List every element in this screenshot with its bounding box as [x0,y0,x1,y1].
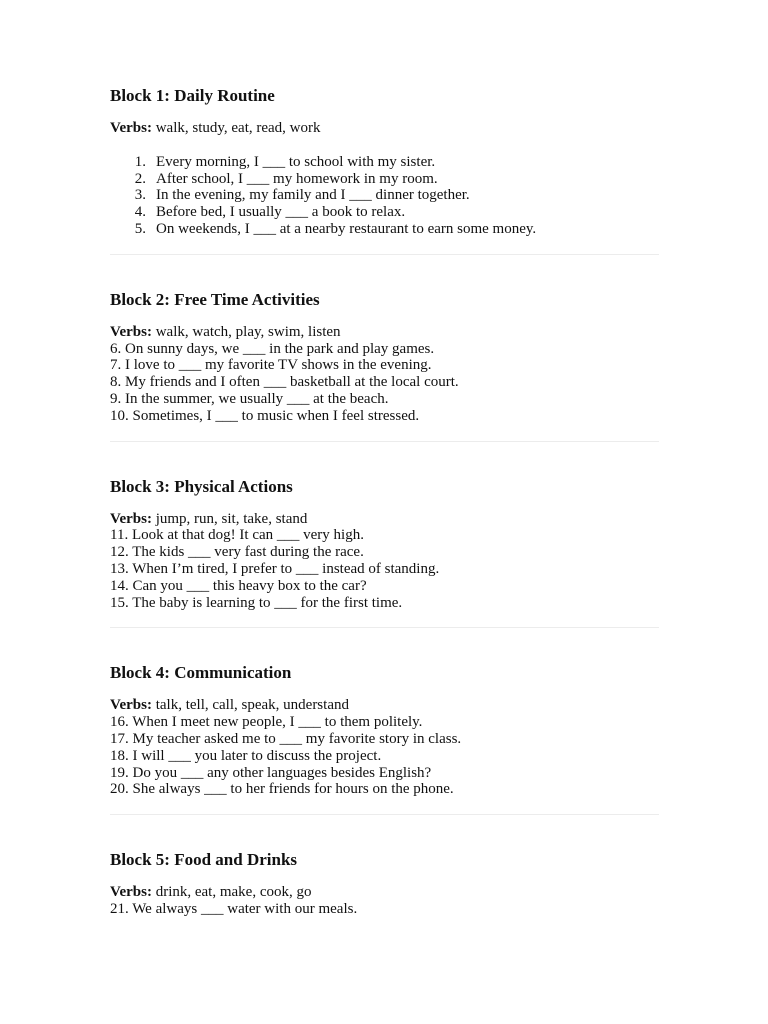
exercise-item: 7. I love to ___ my favorite TV shows in the evening. [110,357,432,374]
item-number: 1. [134,153,146,170]
block-5 [110,850,659,918]
block-2 [110,290,659,425]
exercise-item: 15. The baby is learning to ___ for the first time. [110,594,403,611]
exercise-item: 11. Look at that dog! It can ___ very high. [110,527,364,544]
item-text: After school, I ___ my homework in my room. [156,170,438,187]
item-number: 5. [134,220,146,237]
verbs-line [110,884,659,901]
item-text: On weekends, I ___ at a nearby restaurant to earn some money. [156,220,537,237]
exercise-list [110,154,659,238]
block-title: Block 4: Communication [110,663,292,683]
verbs-list: walk, study, eat, read, work [151,120,321,136]
item-number: 4. [134,204,146,221]
item-number: 2. [134,170,146,187]
document-content [110,86,659,918]
exercise-item: 21. We always ___ water with our meals. [110,900,358,917]
item-text: Every morning, I ___ to school with my sister. [156,153,436,170]
exercise-item: 17. My teacher asked me to ___ my favorite story in class. [110,730,462,747]
verbs-label: Verbs: [110,323,152,340]
exercise-item: 13. When I’m tired, I prefer to ___ instead of standing. [110,560,440,577]
exercise-item: 16. When I meet new people, I ___ to them politely. [110,714,423,731]
verbs-line [110,511,659,528]
exercise-item [110,187,659,204]
verbs-list: jump, run, sit, take, stand [151,510,308,527]
verbs-list: drink, eat, make, cook, go [151,884,312,901]
item-number: 3. [134,187,146,204]
block-1 [110,86,659,238]
item-text: In the evening, my family and I ___ dinner together. [156,187,470,204]
exercise-item [110,171,659,188]
block-divider [110,814,659,815]
exercise-item [110,204,659,221]
exercise-item [110,154,659,171]
block-title: Block 5: Food and Drinks [110,850,298,870]
exercise-item: 18. I will ___ you later to discuss the project. [110,747,382,764]
exercise-item: 6. On sunny days, we ___ in the park and play games. [110,340,435,357]
item-text: Before bed, I usually ___ a book to relax. [156,204,406,221]
verbs-line [110,120,659,137]
verbs-list: talk, tell, call, speak, understand [151,697,349,714]
verbs-label: Verbs: [110,120,152,136]
verbs-line [110,324,659,341]
exercise-item: 20. She always ___ to her friends for hours on the phone. [110,781,454,798]
exercise-item [110,221,659,238]
block-title: Block 2: Free Time Activities [110,289,320,309]
exercise-item: 10. Sometimes, I ___ to music when I feel stressed. [110,407,420,424]
verbs-list: walk, watch, play, swim, listen [151,323,341,340]
block-divider [110,441,659,442]
exercise-item: 9. In the summer, we usually ___ at the beach. [110,390,389,407]
exercise-item: 8. My friends and I often ___ basketball at the local court. [110,374,459,391]
block-title: Block 1: Daily Routine [110,86,275,105]
block-3 [110,477,659,612]
block-title: Block 3: Physical Actions [110,476,293,496]
verbs-label: Verbs: [110,510,152,527]
verbs-label: Verbs: [110,697,152,714]
verbs-label: Verbs: [110,884,152,901]
verbs-line [110,697,659,714]
exercise-item: 12. The kids ___ very fast during the race. [110,544,364,561]
block-divider [110,627,659,628]
exercise-item: 14. Can you ___ this heavy box to the car? [110,577,367,594]
block-4 [110,663,659,798]
exercise-item: 19. Do you ___ any other languages besides English? [110,764,432,781]
block-divider [110,254,659,255]
